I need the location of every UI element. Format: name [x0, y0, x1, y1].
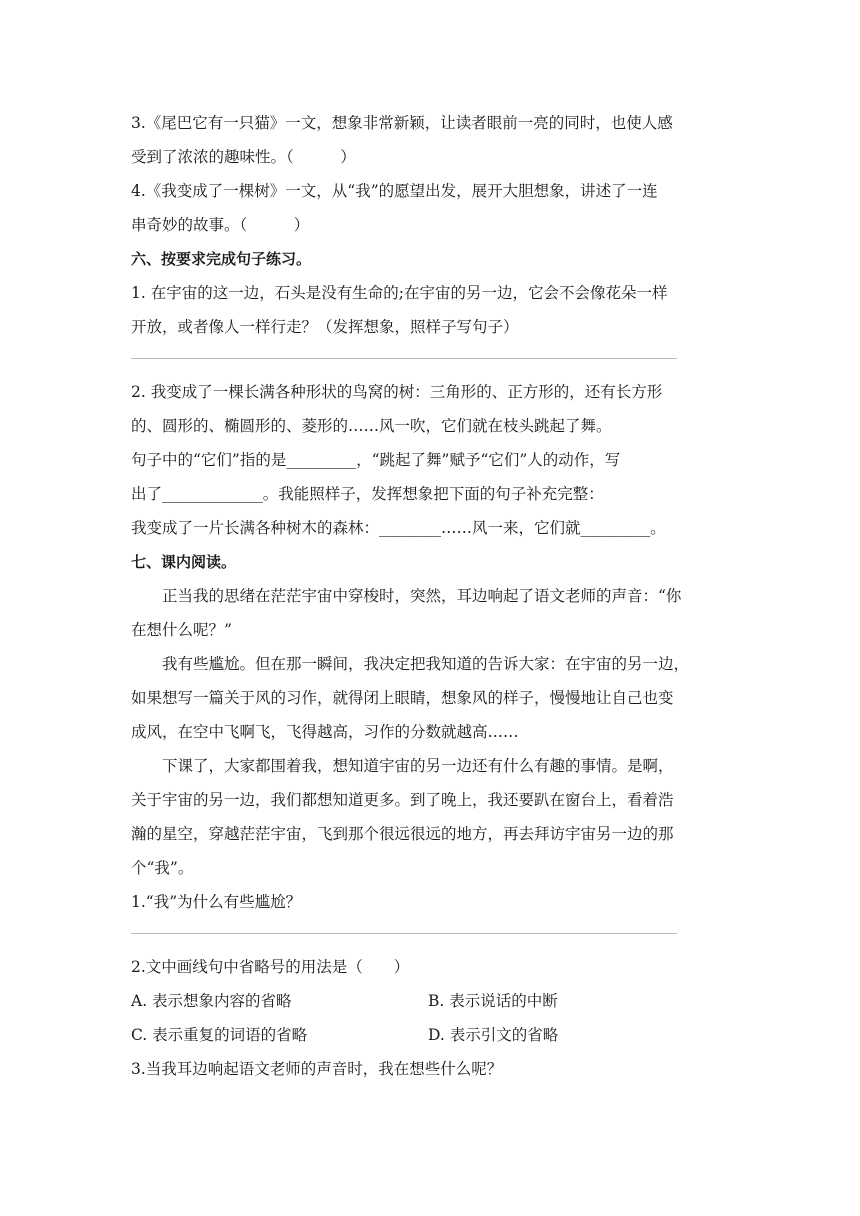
text-line: 3.《尾巴它有一只猫》一文，想象非常新颖，让读者眼前一亮的同时，也使人感: [131, 114, 673, 132]
reading-paragraph-1: [131, 579, 750, 647]
section-6-question-1: [131, 276, 750, 344]
text-line: 我有些尴尬。但在那一瞬间，我决定把我知道的告诉大家：在宇宙的另一边，: [162, 655, 690, 673]
options-row: [131, 1018, 750, 1052]
answer-line[interactable]: [131, 358, 677, 359]
reading-question-2: 2.文中画线句中省略号的用法是（ ）: [131, 958, 410, 976]
answer-line[interactable]: [131, 933, 677, 934]
reading-question-3: 3.当我耳边响起语文老师的声音时，我在想些什么呢？: [131, 1060, 503, 1078]
text-line: 我变成了一片长满各种树木的森林：________……风一来，它们就_________。: [131, 519, 666, 537]
text-line: 的、圆形的、椭圆形的、菱形的……风一吹，它们就在枝头跳起了舞。: [131, 417, 612, 435]
judge-item-4: [131, 174, 750, 242]
text-line: 出了_____________。我能照样子，发挥想象把下面的句子补充完整：: [131, 485, 604, 503]
reading-question-1: 1.“我”为什么有些尴尬？: [131, 893, 302, 911]
option-a[interactable]: A. 表示想象内容的省略: [131, 992, 292, 1010]
option-c[interactable]: C. 表示重复的词语的省略: [131, 1026, 308, 1044]
text-line: 成风，在空中飞啊飞，飞得越高，习作的分数就越高……: [131, 723, 519, 741]
text-line: 关于宇宙的另一边，我们都想知道更多。到了晚上，我还要趴在窗台上，看着浩: [131, 791, 674, 809]
text-line: 开放，或者像人一样行走？（发挥想象，照样子写句子）: [131, 318, 519, 336]
section-6-heading: 六、按要求完成句子练习。: [131, 250, 312, 268]
text-line: 2. 我变成了一棵长满各种形状的鸟窝的树：三角形的、正方形的，还有长方形: [131, 383, 663, 401]
section-6-question-2: [131, 375, 750, 545]
text-line: 4.《我变成了一棵树》一文，从“我”的愿望出发，展开大胆想象，讲述了一连: [131, 182, 658, 200]
text-line: 句子中的“它们”指的是_________，“跳起了舞”赋予“它们”人的动作，写: [131, 451, 621, 469]
text-line: 如果想写一篇关于风的习作，就得闭上眼睛，想象风的样子，慢慢地让自己也变: [131, 689, 674, 707]
reading-paragraph-3: [131, 749, 750, 885]
text-line: 1. 在宇宙的这一边，石头是没有生命的;在宇宙的另一边，它会不会像花朵一样: [131, 284, 668, 302]
section-7-heading: 七、课内阅读。: [131, 553, 237, 571]
text-line: 串奇妙的故事。（ ）: [131, 216, 310, 234]
text-line: 下课了，大家都围着我，想知道宇宙的另一边还有什么有趣的事情。是啊，: [162, 757, 674, 775]
reading-paragraph-2: [131, 647, 750, 749]
option-b[interactable]: B. 表示说话的中断: [428, 992, 558, 1010]
text-line: 在想什么呢？”: [131, 621, 232, 639]
text-line: 瀚的星空，穿越茫茫宇宙，飞到那个很远很远的地方，再去拜访宇宙另一边的那: [131, 825, 674, 843]
judge-item-3: [131, 106, 750, 174]
text-line: 受到了浓浓的趣味性。（ ）: [131, 148, 356, 166]
text-line: 正当我的思绪在茫茫宇宙中穿梭时，突然，耳边响起了语文老师的声音：“你: [162, 587, 682, 605]
text-line: 个“我”。: [131, 859, 194, 877]
options-row: [131, 984, 750, 1018]
option-d[interactable]: D. 表示引文的省略: [428, 1026, 559, 1044]
